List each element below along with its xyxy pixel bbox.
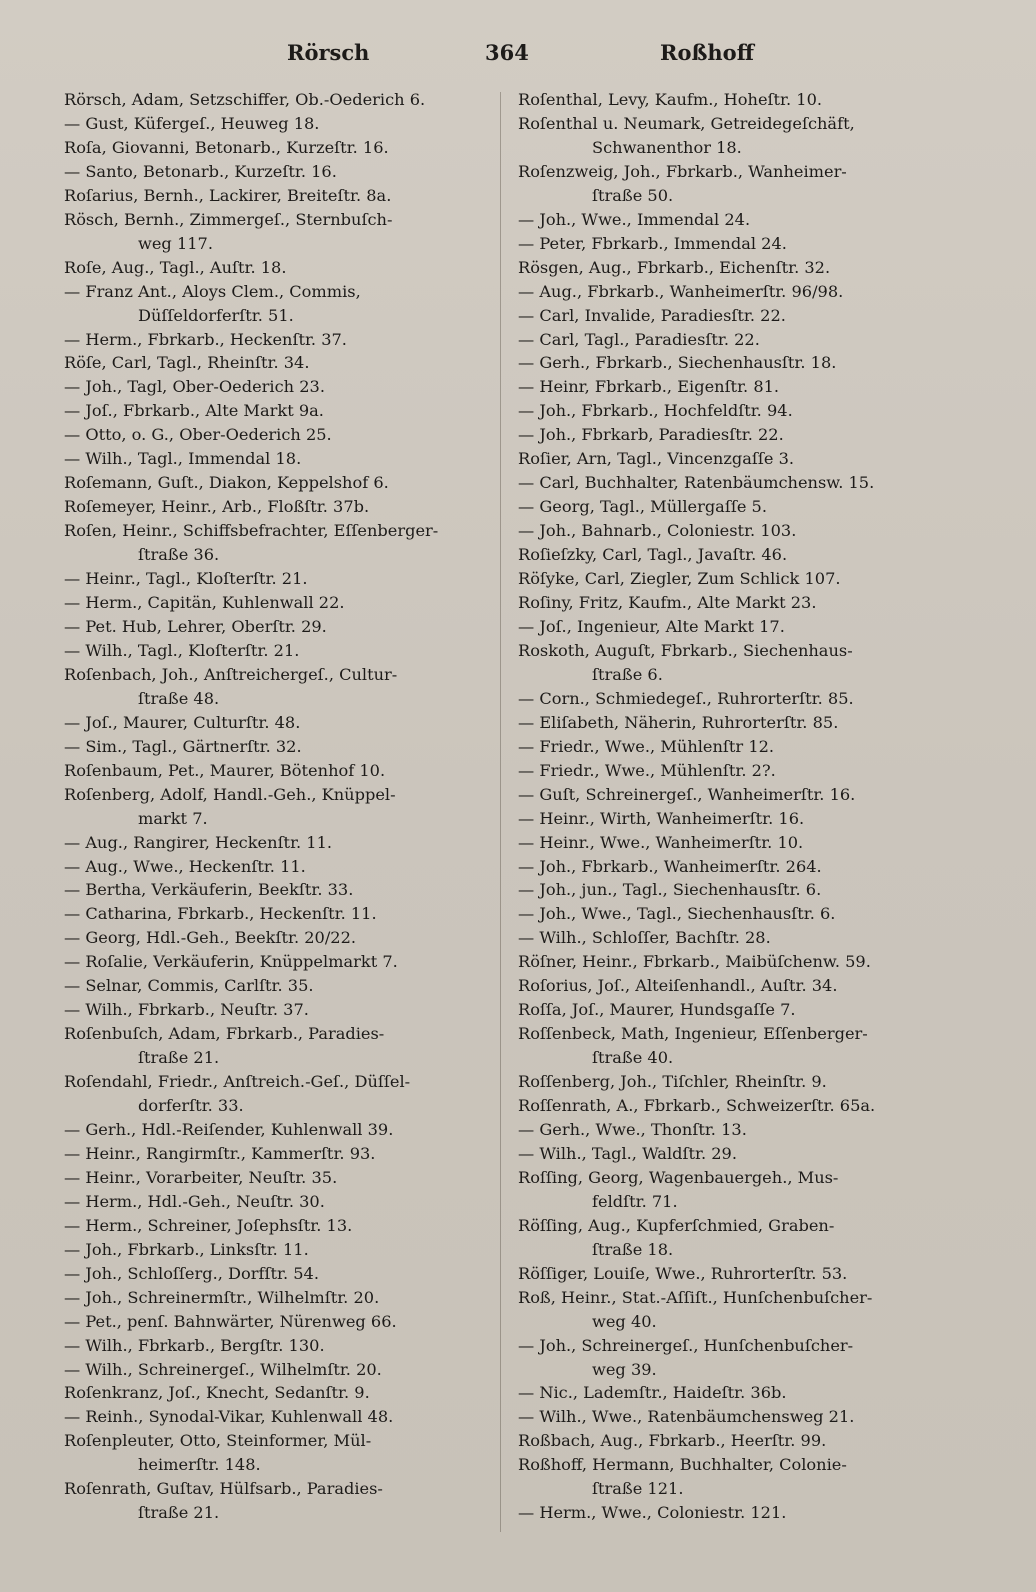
entry-text: — Wilh., Tagl., Immendal 18. — [64, 449, 302, 469]
entry-text: Röſyke, Carl, Ziegler, Zum Schlick 107. — [518, 569, 841, 589]
entry-text: Roſiny, Fritz, Kaufm., Alte Markt 23. — [518, 593, 817, 613]
directory-entry — [518, 974, 963, 998]
directory-entry — [518, 1262, 963, 1286]
entry-text: — Herm., Wwe., Coloniestr. 121. — [518, 1503, 787, 1523]
directory-entry — [64, 878, 489, 902]
directory-entry — [64, 1214, 489, 1238]
entry-text: — Aug., Wwe., Heckenſtr. 11. — [64, 856, 306, 876]
directory-entry — [518, 567, 963, 591]
entry-text: — Gerh., Hdl.-Reiſender, Kuhlenwall 39. — [64, 1119, 394, 1139]
directory-entry — [518, 495, 963, 519]
directory-entry — [518, 351, 963, 375]
entry-text: — Joh., Wwe., Tagl., Siechenhausſtr. 6. — [518, 904, 836, 924]
entry-text: — Heinr., Rangirmſtr., Kammerſtr. 93. — [64, 1143, 376, 1163]
directory-entry — [64, 208, 489, 256]
entry-text: — Joh., Schreinergeſ., Hunſchenbuſcher- — [518, 1335, 854, 1355]
entry-continuation: Düſſeldorferſtr. 51. — [138, 305, 294, 325]
right-column — [518, 88, 963, 1525]
entry-continuation: weg 117. — [138, 233, 213, 253]
entry-text: Roſarius, Bernh., Lackirer, Breiteſtr. 8a. — [64, 185, 392, 205]
directory-entry — [64, 1334, 489, 1358]
entry-text: Roſenzweig, Joh., Fbrkarb., Wanheimer- — [518, 161, 847, 181]
entry-text: Roſorius, Joſ., Alteiſenhandl., Auſtr. 34. — [518, 976, 838, 996]
directory-entry — [64, 615, 489, 639]
directory-entry — [64, 328, 489, 352]
directory-entry — [518, 423, 963, 447]
directory-entry — [64, 639, 489, 663]
directory-entry — [518, 1286, 963, 1334]
directory-entry — [518, 1429, 963, 1453]
entry-text: Roſenkranz, Joſ., Knecht, Sedanſtr. 9. — [64, 1383, 370, 1403]
entry-text: Roßhoff, Hermann, Buchhalter, Colonie- — [518, 1455, 847, 1475]
entry-text: — Joh., jun., Tagl., Siechenhausſtr. 6. — [518, 880, 822, 900]
entry-text: Roß, Heinr., Stat.-Aſſiſt., Hunſchenbuſcher- — [518, 1287, 873, 1307]
entry-text: Roſemann, Guſt., Diakon, Keppelshof 6. — [64, 473, 389, 493]
entry-text: — Wilh., Tagl., Kloſterſtr. 21. — [64, 640, 300, 660]
entry-text: — Joh., Schreinermſtr., Wilhelmſtr. 20. — [64, 1287, 380, 1307]
header-first-name: Rörsch — [287, 40, 370, 65]
directory-entry — [518, 711, 963, 735]
directory-entry — [518, 1214, 963, 1262]
directory-entry — [64, 1070, 489, 1118]
entry-text: Roſe, Aug., Tagl., Auſtr. 18. — [64, 257, 287, 277]
left-column — [64, 88, 489, 1525]
directory-entry — [518, 328, 963, 352]
directory-entry — [64, 735, 489, 759]
directory-entry — [518, 998, 963, 1022]
entry-text: — Gerh., Fbrkarb., Siechenhausſtr. 18. — [518, 353, 837, 373]
entry-text: — Nic., Lademſtr., Haideſtr. 36b. — [518, 1383, 787, 1403]
directory-entry — [518, 304, 963, 328]
entry-continuation: ſtraße 21. — [138, 1503, 220, 1523]
entry-text: — Joh., Schloſſerg., Dorfſtr. 54. — [64, 1263, 319, 1283]
entry-text: — Joſ., Maurer, Culturſtr. 48. — [64, 712, 301, 732]
directory-entry — [518, 280, 963, 304]
entry-text: Roſen, Heinr., Schiffsbefrachter, Eſſenberger- — [64, 521, 439, 541]
entry-continuation: Schwanenthor 18. — [592, 137, 742, 157]
entry-continuation: ſtraße 36. — [138, 545, 220, 565]
entry-continuation: ſtraße 6. — [592, 664, 663, 684]
entry-text: — Pet., penſ. Bahnwärter, Nürenweg 66. — [64, 1311, 397, 1331]
directory-entry — [64, 1381, 489, 1405]
entry-continuation: ſtraße 121. — [592, 1479, 684, 1499]
entry-text: Roſſenrath, A., Fbrkarb., Schweizerſtr. 65a. — [518, 1096, 876, 1116]
entry-text: Rörsch, Adam, Setzschiffer, Ob.-Oederich 6. — [64, 90, 426, 109]
directory-entry — [64, 1142, 489, 1166]
entry-continuation: heimerſtr. 148. — [138, 1455, 261, 1475]
entry-continuation: weg 40. — [592, 1311, 657, 1331]
directory-entry — [64, 184, 489, 208]
entry-continuation: ſtraße 48. — [138, 688, 220, 708]
directory-entry — [518, 759, 963, 783]
directory-entry — [64, 471, 489, 495]
directory-entry — [518, 1381, 963, 1405]
directory-entry — [518, 1094, 963, 1118]
entry-text: — Joh., Wwe., Immendal 24. — [518, 209, 751, 229]
directory-entry — [64, 1429, 489, 1477]
directory-entry — [64, 280, 489, 328]
directory-entry — [64, 1166, 489, 1190]
directory-entry — [64, 974, 489, 998]
entry-text: Röſſiger, Louiſe, Wwe., Ruhrorterſtr. 53. — [518, 1263, 848, 1283]
entry-continuation: ſtraße 18. — [592, 1239, 674, 1259]
directory-entry — [518, 1022, 963, 1070]
entry-text: — Carl, Invalide, Paradiesſtr. 22. — [518, 305, 786, 325]
entry-text: — Corn., Schmiedegeſ., Ruhrorterſtr. 85. — [518, 688, 854, 708]
entry-text: — Herm., Capitän, Kuhlenwall 22. — [64, 593, 345, 613]
entry-text: Roſenthal u. Neumark, Getreidegeſchäft, — [518, 113, 855, 133]
directory-entry — [64, 759, 489, 783]
directory-entry — [518, 112, 963, 160]
entry-text: Roſſenbeck, Math, Ingenieur, Eſſenberger- — [518, 1024, 868, 1044]
directory-entry — [64, 711, 489, 735]
directory-entry — [518, 208, 963, 232]
entry-text: — Roſalie, Verkäuferin, Knüppelmarkt 7. — [64, 952, 398, 972]
entry-continuation: weg 39. — [592, 1359, 657, 1379]
entry-text: Roſſenberg, Joh., Tiſchler, Rheinſtr. 9. — [518, 1072, 827, 1092]
directory-entry — [64, 136, 489, 160]
entry-text: — Carl, Tagl., Paradiesſtr. 22. — [518, 329, 760, 349]
directory-entry — [64, 1286, 489, 1310]
directory-entry — [518, 902, 963, 926]
entry-text: — Aug., Rangirer, Heckenſtr. 11. — [64, 832, 333, 852]
directory-entry — [518, 1405, 963, 1429]
entry-text: — Wilh., Schloſſer, Bachſtr. 28. — [518, 928, 771, 948]
entry-text: Roſenpleuter, Otto, Steinformer, Mül- — [64, 1431, 372, 1451]
header-last-name: Roßhoff — [660, 40, 754, 65]
entry-text: Roſenthal, Levy, Kaufm., Hoheſtr. 10. — [518, 90, 823, 109]
directory-entry — [64, 256, 489, 280]
entry-text: — Gust, Küfergeſ., Heuweg 18. — [64, 113, 320, 133]
entry-text: Roſendahl, Friedr., Anſtreich.-Geſ., Düſſel- — [64, 1072, 411, 1092]
directory-entry — [518, 615, 963, 639]
directory-entry — [518, 878, 963, 902]
directory-entry — [64, 1022, 489, 1070]
directory-entry — [64, 591, 489, 615]
entry-text: Rösch, Bernh., Zimmergeſ., Sternbuſch- — [64, 209, 393, 229]
directory-entry — [64, 375, 489, 399]
directory-entry — [64, 495, 489, 519]
entry-text: Röſſing, Aug., Kupferſchmied, Graben- — [518, 1215, 835, 1235]
entry-text: Roſenbach, Joh., Anſtreichergeſ., Cultur- — [64, 664, 398, 684]
entry-text: — Joh., Fbrkarb., Linksſtr. 11. — [64, 1239, 309, 1259]
entry-text: — Joſ., Ingenieur, Alte Markt 17. — [518, 616, 785, 636]
directory-entry — [518, 1142, 963, 1166]
entry-text: — Otto, o. G., Ober-Oederich 25. — [64, 425, 332, 445]
entry-text: — Heinr., Wirth, Wanheimerſtr. 16. — [518, 808, 805, 828]
entry-text: — Friedr., Wwe., Mühlenſtr 12. — [518, 736, 775, 756]
directory-entry — [518, 447, 963, 471]
entry-text: — Wilh., Wwe., Ratenbäumchensweg 21. — [518, 1407, 855, 1427]
entry-text: Roſa, Giovanni, Betonarb., Kurzeſtr. 16. — [64, 137, 389, 157]
directory-entry — [518, 1501, 963, 1525]
directory-entry — [64, 831, 489, 855]
directory-entry — [64, 447, 489, 471]
directory-entry — [64, 950, 489, 974]
entry-text: Rösgen, Aug., Fbrkarb., Eichenſtr. 32. — [518, 257, 831, 277]
directory-entry — [518, 1166, 963, 1214]
entry-text: — Heinr., Vorarbeiter, Neuſtr. 35. — [64, 1167, 338, 1187]
entry-text: — Selnar, Commis, Carlſtr. 35. — [64, 976, 314, 996]
entry-text: — Joh., Tagl, Ober-Oederich 23. — [64, 377, 325, 397]
entry-continuation: dorferſtr. 33. — [138, 1096, 244, 1116]
directory-entry — [64, 1358, 489, 1382]
entry-text: — Herm., Schreiner, Joſephsſtr. 13. — [64, 1215, 353, 1235]
entry-text: — Heinr., Wwe., Wanheimerſtr. 10. — [518, 832, 804, 852]
directory-entry — [64, 1190, 489, 1214]
entry-text: — Wilh., Fbrkarb., Neuſtr. 37. — [64, 1000, 309, 1020]
directory-entry — [64, 399, 489, 423]
entry-text: Roſenrath, Guſtav, Hülfsarb., Paradies- — [64, 1479, 383, 1499]
entry-text: Roſſing, Georg, Wagenbauergeh., Mus- — [518, 1167, 839, 1187]
directory-entry — [64, 902, 489, 926]
entry-text: — Wilh., Tagl., Waldſtr. 29. — [518, 1143, 737, 1163]
directory-entry — [64, 160, 489, 184]
directory-entry — [518, 639, 963, 687]
column-divider — [500, 92, 501, 1532]
entry-text: Roskoth, Auguſt, Fbrkarb., Siechenhaus- — [518, 640, 853, 660]
directory-entry — [518, 88, 963, 112]
directory-entry — [518, 855, 963, 879]
directory-entry — [64, 855, 489, 879]
entry-text: — Santo, Betonarb., Kurzeſtr. 16. — [64, 161, 337, 181]
entry-continuation: ſtraße 21. — [138, 1048, 220, 1068]
directory-entry — [518, 519, 963, 543]
directory-entry — [64, 783, 489, 831]
page-number: 364 — [485, 40, 529, 65]
directory-entry — [518, 1453, 963, 1501]
directory-entry — [518, 232, 963, 256]
directory-entry — [518, 783, 963, 807]
directory-entry — [518, 1334, 963, 1382]
entry-text: Roſenbaum, Pet., Maurer, Bötenhof 10. — [64, 760, 386, 780]
entry-text: Roſenbuſch, Adam, Fbrkarb., Paradies- — [64, 1024, 385, 1044]
directory-entry — [518, 926, 963, 950]
entry-text: Roſieſzky, Carl, Tagl., Javaſtr. 46. — [518, 545, 788, 565]
entry-text: Röſe, Carl, Tagl., Rheinſtr. 34. — [64, 353, 310, 373]
entry-text: — Guſt, Schreinergeſ., Wanheimerſtr. 16. — [518, 784, 856, 804]
directory-entry — [64, 1405, 489, 1429]
entry-text: — Aug., Fbrkarb., Wanheimerſtr. 96/98. — [518, 281, 844, 301]
directory-entry — [64, 663, 489, 711]
directory-entry — [518, 591, 963, 615]
entry-continuation: ſtraße 40. — [592, 1048, 674, 1068]
directory-entry — [64, 112, 489, 136]
entry-text: Roſſa, Joſ., Maurer, Hundsgaſſe 7. — [518, 1000, 796, 1020]
entry-text: — Joſ., Fbrkarb., Alte Markt 9a. — [64, 401, 324, 421]
directory-entry — [64, 1310, 489, 1334]
directory-entry — [518, 375, 963, 399]
entry-text: Roſenberg, Adolf, Handl.-Geh., Knüppel- — [64, 784, 396, 804]
entry-text: — Catharina, Fbrkarb., Heckenſtr. 11. — [64, 904, 377, 924]
directory-entry — [518, 807, 963, 831]
entry-text: — Pet. Hub, Lehrer, Oberſtr. 29. — [64, 616, 327, 636]
directory-entry — [64, 926, 489, 950]
entry-continuation: feldſtr. 71. — [592, 1191, 678, 1211]
entry-text: — Herm., Fbrkarb., Heckenſtr. 37. — [64, 329, 347, 349]
directory-entry — [518, 543, 963, 567]
directory-entry — [518, 950, 963, 974]
directory-entry — [518, 256, 963, 280]
entry-text: — Heinr, Fbrkarb., Eigenſtr. 81. — [518, 377, 780, 397]
entry-text: — Wilh., Schreinergeſ., Wilhelmſtr. 20. — [64, 1359, 382, 1379]
entry-text: — Carl, Buchhalter, Ratenbäumchensw. 15. — [518, 473, 875, 493]
page-header — [0, 40, 1036, 80]
entry-text: — Joh., Bahnarb., Coloniestr. 103. — [518, 521, 797, 541]
entry-text: — Eliſabeth, Näherin, Ruhrorterſtr. 85. — [518, 712, 839, 732]
entry-text: — Joh., Fbrkarb, Paradiesſtr. 22. — [518, 425, 784, 445]
directory-entry — [518, 831, 963, 855]
entry-text: — Wilh., Fbrkarb., Bergſtr. 130. — [64, 1335, 325, 1355]
entry-text: Roſemeyer, Heinr., Arb., Floßſtr. 37b. — [64, 497, 370, 517]
entry-text: — Sim., Tagl., Gärtnerſtr. 32. — [64, 736, 302, 756]
directory-entry — [518, 1118, 963, 1142]
entry-text: — Bertha, Verkäuferin, Beekſtr. 33. — [64, 880, 354, 900]
entry-text: — Heinr., Tagl., Kloſterſtr. 21. — [64, 569, 308, 589]
entry-text: — Gerh., Wwe., Thonſtr. 13. — [518, 1119, 747, 1139]
directory-entry — [518, 399, 963, 423]
directory-entry — [64, 1477, 489, 1525]
entry-text: — Joh., Fbrkarb., Hochfeldſtr. 94. — [518, 401, 793, 421]
entry-continuation: ſtraße 50. — [592, 185, 674, 205]
entry-text: — Peter, Fbrkarb., Immendal 24. — [518, 233, 787, 253]
directory-entry — [518, 735, 963, 759]
directory-entry — [518, 160, 963, 208]
entry-text: — Friedr., Wwe., Mühlenſtr. 2?. — [518, 760, 776, 780]
entry-text: — Reinh., Synodal-Vikar, Kuhlenwall 48. — [64, 1407, 394, 1427]
entry-text: — Georg, Hdl.-Geh., Beekſtr. 20/22. — [64, 928, 357, 948]
directory-entry — [64, 1238, 489, 1262]
directory-entry — [64, 998, 489, 1022]
directory-entry — [518, 687, 963, 711]
entry-text: — Georg, Tagl., Müllergaſſe 5. — [518, 497, 767, 517]
directory-entry — [64, 423, 489, 447]
entry-text: — Herm., Hdl.-Geh., Neuſtr. 30. — [64, 1191, 325, 1211]
directory-entry — [64, 1262, 489, 1286]
entry-text: — Franz Ant., Aloys Clem., Commis, — [64, 281, 361, 301]
entry-text: — Joh., Fbrkarb., Wanheimerſtr. 264. — [518, 856, 822, 876]
directory-entry — [64, 88, 489, 112]
directory-entry — [64, 351, 489, 375]
directory-entry — [518, 1070, 963, 1094]
directory-entry — [64, 567, 489, 591]
entry-text: Röſner, Heinr., Fbrkarb., Maibüſchenw. 59. — [518, 952, 871, 972]
entry-text: Roſier, Arn, Tagl., Vincenzgaſſe 3. — [518, 449, 795, 469]
entry-continuation: markt 7. — [138, 808, 208, 828]
directory-entry — [64, 519, 489, 567]
directory-entry — [64, 1118, 489, 1142]
entry-text: Roßbach, Aug., Fbrkarb., Heerſtr. 99. — [518, 1431, 827, 1451]
directory-entry — [518, 471, 963, 495]
